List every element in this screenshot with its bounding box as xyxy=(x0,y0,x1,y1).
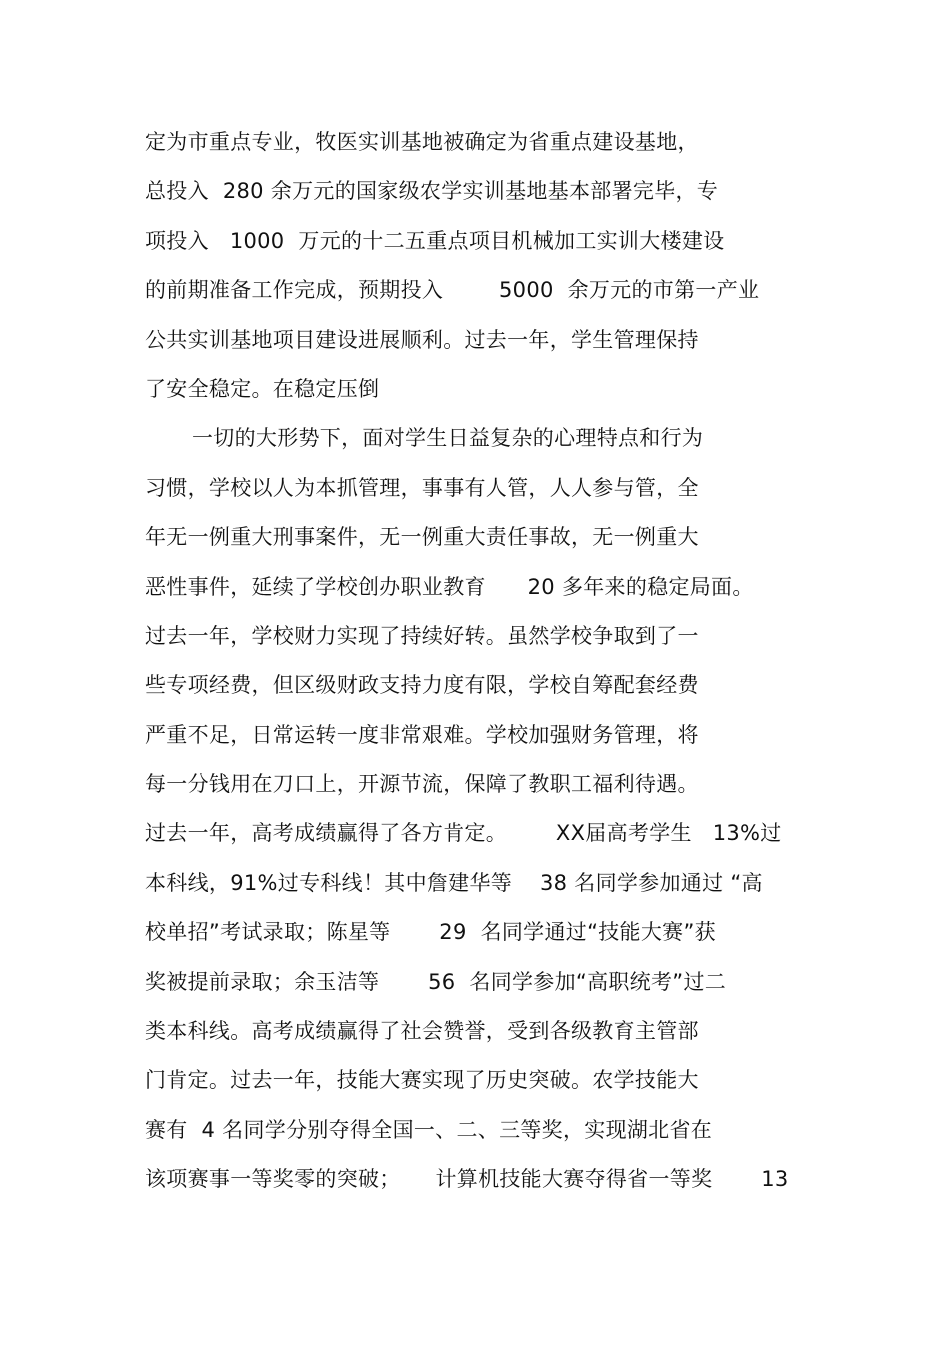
text-line: 赛有 4 名同学分别夺得全国一、二、三等奖，实现湖北省在 xyxy=(145,1117,713,1142)
text-line: 过去一年，高考成绩赢得了各方肯定。 XX届高考学生 13%过 xyxy=(145,821,782,846)
text-line: 校单招”考试录取；陈星等 29 名同学通过“技能大赛”获 xyxy=(145,920,716,945)
body-text xyxy=(145,118,845,1205)
text-line: 门肯定。过去一年，技能大赛实现了历史突破。农学技能大 xyxy=(145,1068,699,1093)
text-line: 过去一年，学校财力实现了持续好转。虽然学校争取到了一 xyxy=(145,623,699,648)
text-line: 恶性事件，延续了学校创办职业教育 20 多年来的稳定局面。 xyxy=(145,574,754,599)
text-line: 定为市重点专业，牧医实训基地被确定为省重点建设基地， xyxy=(145,130,699,154)
text-line: 总投入 280 余万元的国家级农学实训基地基本部署完毕，专 xyxy=(145,179,719,204)
text-line: 项投入 1000 万元的十二五重点项目机械加工实训大楼建设 xyxy=(145,228,725,253)
paragraph-start-line: 一切的大形势下，面对学生日益复杂的心理特点和行为 xyxy=(192,426,704,451)
text-line: 习惯，学校以人为本抓管理，事事有人管，人人参与管，全 xyxy=(145,475,699,500)
text-line: 些专项经费，但区级财政支持力度有限，学校自筹配套经费 xyxy=(145,673,699,698)
text-line: 该项赛事一等奖零的突破； 计算机技能大赛夺得省一等奖 13 xyxy=(145,1167,789,1192)
text-line: 奖被提前录取；余玉洁等 56 名同学参加“高职统考”过二 xyxy=(145,969,727,994)
text-line: 公共实训基地项目建设进展顺利。过去一年，学生管理保持 xyxy=(145,327,699,352)
text-line: 严重不足，日常运转一度非常艰难。学校加强财务管理，将 xyxy=(145,722,699,747)
text-line: 年无一例重大刑事案件，无一例重大责任事故，无一例重大 xyxy=(145,525,699,550)
text-line: 的前期准备工作完成，预期投入 5000 余万元的市第一产业 xyxy=(145,278,760,303)
text-line: 类本科线。高考成绩赢得了社会赞誉，受到各级教育主管部 xyxy=(145,1019,699,1044)
text-line: 本科线，91%过专科线！其中詹建华等 38 名同学参加通过 “高 xyxy=(145,870,763,895)
text-line: 了安全稳定。在稳定压倒 xyxy=(145,376,380,401)
text-line: 每一分钱用在刀口上，开源节流，保障了教职工福利待遇。 xyxy=(145,772,699,797)
